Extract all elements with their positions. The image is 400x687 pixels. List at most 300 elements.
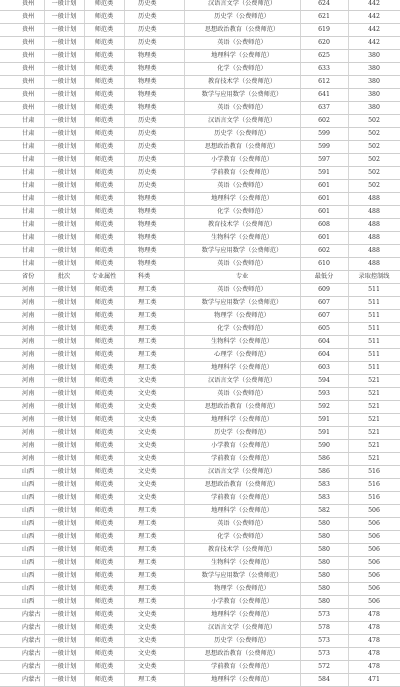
attribute-cell: 师范类 — [94, 0, 114, 7]
province-cell: 山西 — [22, 572, 35, 579]
major-cell: 地理科学（公费师范） — [211, 507, 273, 514]
batch-cell: 一般计划 — [51, 637, 77, 644]
attribute-cell: 师范类 — [94, 572, 114, 579]
attribute-cell: 师范类 — [94, 338, 114, 345]
min-score-cell: 619 — [318, 26, 330, 33]
province-cell: 山西 — [22, 546, 35, 553]
province-cell: 河南 — [22, 429, 35, 436]
province-cell: 河南 — [22, 403, 35, 410]
category-cell: 历史类 — [138, 39, 157, 46]
batch-cell: 一般计划 — [51, 572, 77, 579]
batch-cell: 一般计划 — [51, 221, 77, 228]
control-line-cell: 478 — [368, 611, 380, 618]
table-row — [0, 24, 400, 37]
major-cell: 思想政治教育（公费师范） — [204, 481, 280, 488]
min-score-cell: 578 — [318, 624, 330, 631]
min-score-cell: 573 — [318, 637, 330, 644]
attribute-cell: 师范类 — [94, 650, 114, 657]
control-line-cell: 502 — [368, 156, 380, 163]
table-row — [0, 232, 400, 245]
min-score-cell: 601 — [318, 182, 330, 189]
attribute-cell: 师范类 — [94, 663, 114, 670]
batch-cell: 一般计划 — [51, 351, 77, 358]
category-cell: 文史类 — [138, 468, 157, 475]
batch-cell: 一般计划 — [51, 520, 77, 527]
control-line-cell: 488 — [368, 208, 380, 215]
control-line-cell: 521 — [368, 377, 380, 384]
table-row — [0, 440, 400, 453]
attribute-cell: 师范类 — [94, 104, 114, 111]
batch-cell: 一般计划 — [51, 286, 77, 293]
control-line-cell: 511 — [368, 351, 380, 358]
province-cell: 甘肃 — [22, 260, 35, 267]
table-row — [0, 557, 400, 570]
province-cell: 河南 — [22, 312, 35, 319]
table-row — [0, 401, 400, 414]
batch-cell: 一般计划 — [51, 208, 77, 215]
attribute-cell: 师范类 — [94, 559, 114, 566]
table-row — [0, 544, 400, 557]
province-cell: 贵州 — [22, 52, 35, 59]
attribute-cell: 师范类 — [94, 598, 114, 605]
attribute-cell: 师范类 — [94, 637, 114, 644]
major-cell: 英语（公费师范） — [217, 260, 267, 267]
batch-cell: 一般计划 — [51, 468, 77, 475]
batch-cell: 一般计划 — [51, 650, 77, 657]
control-line-cell: 511 — [368, 338, 380, 345]
batch-cell: 一般计划 — [51, 481, 77, 488]
major-cell: 地理科学（公费师范） — [211, 676, 273, 683]
min-score-cell: 605 — [318, 325, 330, 332]
major-cell: 历史学（公费师范） — [214, 130, 270, 137]
major-cell: 物理学（公费师范） — [214, 312, 270, 319]
attribute-cell: 师范类 — [94, 39, 114, 46]
province-cell: 甘肃 — [22, 221, 35, 228]
table-row — [0, 349, 400, 362]
control-line-cell: 506 — [368, 546, 380, 553]
category-cell: 物理类 — [138, 247, 157, 254]
table-row — [0, 258, 400, 271]
min-score-cell: 592 — [318, 403, 330, 410]
province-cell: 贵州 — [22, 26, 35, 33]
batch-cell: 一般计划 — [51, 325, 77, 332]
table-row — [0, 284, 400, 297]
control-line-cell: 506 — [368, 507, 380, 514]
category-cell: 文史类 — [138, 494, 157, 501]
min-score-cell: 604 — [318, 351, 330, 358]
control-line-cell: 521 — [368, 455, 380, 462]
batch-cell: 一般计划 — [51, 494, 77, 501]
province-cell: 甘肃 — [22, 182, 35, 189]
min-score-cell: 599 — [318, 143, 330, 150]
province-cell: 贵州 — [22, 13, 35, 20]
control-line-cell: 380 — [368, 65, 380, 72]
control-line-cell: 488 — [368, 260, 380, 267]
attribute-cell: 师范类 — [94, 455, 114, 462]
major-cell: 化学（公费师范） — [217, 533, 267, 540]
table-row — [0, 63, 400, 76]
table-row — [0, 76, 400, 89]
attribute-cell: 师范类 — [94, 52, 114, 59]
min-score-cell: 580 — [318, 533, 330, 540]
control-line-cell: 442 — [368, 0, 380, 7]
category-cell: 历史类 — [138, 130, 157, 137]
min-score-cell: 624 — [318, 0, 330, 7]
province-cell: 甘肃 — [22, 208, 35, 215]
control-line-cell: 521 — [368, 390, 380, 397]
control-line-cell: 516 — [368, 494, 380, 501]
control-line-cell: 506 — [368, 585, 380, 592]
min-score-cell: 594 — [318, 377, 330, 384]
category-cell: 理工类 — [138, 585, 157, 592]
province-cell: 河南 — [22, 455, 35, 462]
attribute-cell: 师范类 — [94, 221, 114, 228]
attribute-cell: 师范类 — [94, 234, 114, 241]
control-line-cell: 521 — [368, 416, 380, 423]
table-row — [0, 505, 400, 518]
attribute-cell: 专业属性 — [91, 273, 117, 280]
control-line-cell: 488 — [368, 195, 380, 202]
table-row — [0, 102, 400, 115]
attribute-cell: 师范类 — [94, 78, 114, 85]
min-score-cell: 580 — [318, 559, 330, 566]
control-line-cell: 380 — [368, 52, 380, 59]
control-line-cell: 502 — [368, 117, 380, 124]
control-line-cell: 511 — [368, 299, 380, 306]
min-score-cell: 637 — [318, 104, 330, 111]
category-cell: 理工类 — [138, 520, 157, 527]
major-cell: 数学与应用数学（公费师范） — [201, 247, 283, 254]
category-cell: 文史类 — [138, 429, 157, 436]
province-cell: 山西 — [22, 481, 35, 488]
category-cell: 理工类 — [138, 546, 157, 553]
major-cell: 历史学（公费师范） — [214, 429, 270, 436]
province-cell: 甘肃 — [22, 195, 35, 202]
batch-cell: 一般计划 — [51, 429, 77, 436]
batch-cell: 一般计划 — [51, 598, 77, 605]
table-row — [0, 453, 400, 466]
batch-cell: 一般计划 — [51, 13, 77, 20]
batch-cell: 一般计划 — [51, 442, 77, 449]
table-row — [0, 219, 400, 232]
province-cell: 山西 — [22, 598, 35, 605]
control-line-cell: 442 — [368, 26, 380, 33]
category-cell: 历史类 — [138, 26, 157, 33]
min-score-cell: 573 — [318, 650, 330, 657]
batch-cell: 一般计划 — [51, 117, 77, 124]
table-row — [0, 310, 400, 323]
category-cell: 科类 — [138, 273, 151, 280]
control-line-cell: 478 — [368, 637, 380, 644]
table-row — [0, 297, 400, 310]
attribute-cell: 师范类 — [94, 442, 114, 449]
category-cell: 历史类 — [138, 0, 157, 7]
major-cell: 英语（公费师范） — [217, 104, 267, 111]
attribute-cell: 师范类 — [94, 416, 114, 423]
major-cell: 汉语言文学（公费师范） — [207, 117, 277, 124]
major-cell: 教育技术学（公费师范） — [207, 221, 277, 228]
min-score-cell: 591 — [318, 429, 330, 436]
control-line-cell: 442 — [368, 39, 380, 46]
major-cell: 英语（公费师范） — [217, 39, 267, 46]
province-cell: 甘肃 — [22, 169, 35, 176]
attribute-cell: 师范类 — [94, 390, 114, 397]
control-line-cell: 521 — [368, 429, 380, 436]
attribute-cell: 师范类 — [94, 481, 114, 488]
control-line-cell: 502 — [368, 143, 380, 150]
major-cell: 历史学（公费师范） — [214, 13, 270, 20]
province-cell: 河南 — [22, 286, 35, 293]
category-cell: 理工类 — [138, 533, 157, 540]
table-row — [0, 674, 400, 687]
batch-cell: 一般计划 — [51, 403, 77, 410]
table-row — [0, 362, 400, 375]
category-cell: 文史类 — [138, 442, 157, 449]
control-line-cell: 442 — [368, 13, 380, 20]
batch-cell: 一般计划 — [51, 312, 77, 319]
batch-cell: 一般计划 — [51, 260, 77, 267]
category-cell: 理工类 — [138, 325, 157, 332]
major-cell: 地理科学（公费师范） — [211, 416, 273, 423]
major-cell: 小学教育（公费师范） — [211, 442, 273, 449]
major-cell: 英语（公费师范） — [217, 286, 267, 293]
major-cell: 生物科学（公费师范） — [211, 234, 273, 241]
batch-cell: 一般计划 — [51, 390, 77, 397]
batch-cell: 一般计划 — [51, 611, 77, 618]
province-cell: 甘肃 — [22, 117, 35, 124]
batch-cell: 一般计划 — [51, 507, 77, 514]
min-score-cell: 608 — [318, 221, 330, 228]
category-cell: 物理类 — [138, 104, 157, 111]
province-cell: 贵州 — [22, 0, 35, 7]
control-line-cell: 506 — [368, 572, 380, 579]
control-line-cell: 471 — [368, 676, 380, 683]
attribute-cell: 师范类 — [94, 299, 114, 306]
min-score-cell: 603 — [318, 364, 330, 371]
major-cell: 汉语言文学（公费师范） — [207, 0, 277, 7]
batch-cell: 一般计划 — [51, 156, 77, 163]
province-cell: 贵州 — [22, 39, 35, 46]
control-line-cell: 502 — [368, 182, 380, 189]
province-cell: 河南 — [22, 416, 35, 423]
min-score-cell: 586 — [318, 455, 330, 462]
attribute-cell: 师范类 — [94, 468, 114, 475]
major-cell: 物理学（公费师范） — [214, 585, 270, 592]
province-cell: 河南 — [22, 351, 35, 358]
table-row — [0, 427, 400, 440]
major-cell: 汉语言文学（公费师范） — [207, 377, 277, 384]
control-line-cell: 516 — [368, 468, 380, 475]
table-row — [0, 635, 400, 648]
batch-cell: 一般计划 — [51, 91, 77, 98]
table-row — [0, 323, 400, 336]
category-cell: 理工类 — [138, 338, 157, 345]
table-header-row — [0, 271, 400, 284]
attribute-cell: 师范类 — [94, 156, 114, 163]
control-line-cell: 506 — [368, 520, 380, 527]
category-cell: 文史类 — [138, 416, 157, 423]
control-line-cell: 478 — [368, 663, 380, 670]
batch-cell: 一般计划 — [51, 247, 77, 254]
province-cell: 河南 — [22, 325, 35, 332]
min-score-cell: 583 — [318, 494, 330, 501]
min-score-cell: 最低分 — [314, 273, 334, 280]
attribute-cell: 师范类 — [94, 260, 114, 267]
table-row — [0, 492, 400, 505]
province-cell: 山西 — [22, 507, 35, 514]
min-score-cell: 641 — [318, 91, 330, 98]
min-score-cell: 590 — [318, 442, 330, 449]
attribute-cell: 师范类 — [94, 312, 114, 319]
min-score-cell: 580 — [318, 546, 330, 553]
province-cell: 内蒙古 — [22, 650, 41, 657]
table-row — [0, 128, 400, 141]
min-score-cell: 604 — [318, 338, 330, 345]
major-cell: 思想政治教育（公费师范） — [204, 26, 280, 33]
attribute-cell: 师范类 — [94, 169, 114, 176]
table-row — [0, 596, 400, 609]
major-cell: 英语（公费师范） — [217, 390, 267, 397]
attribute-cell: 师范类 — [94, 182, 114, 189]
batch-cell: 一般计划 — [51, 559, 77, 566]
province-cell: 内蒙古 — [22, 637, 41, 644]
batch-cell: 一般计划 — [51, 299, 77, 306]
min-score-cell: 607 — [318, 299, 330, 306]
min-score-cell: 621 — [318, 13, 330, 20]
province-cell: 内蒙古 — [22, 676, 41, 683]
category-cell: 物理类 — [138, 208, 157, 215]
province-cell: 内蒙古 — [22, 611, 41, 618]
major-cell: 化学（公费师范） — [217, 208, 267, 215]
batch-cell: 一般计划 — [51, 195, 77, 202]
min-score-cell: 609 — [318, 286, 330, 293]
batch-cell: 一般计划 — [51, 65, 77, 72]
batch-cell: 一般计划 — [51, 26, 77, 33]
min-score-cell: 580 — [318, 572, 330, 579]
min-score-cell: 572 — [318, 663, 330, 670]
category-cell: 物理类 — [138, 91, 157, 98]
control-line-cell: 488 — [368, 221, 380, 228]
category-cell: 历史类 — [138, 13, 157, 20]
category-cell: 文史类 — [138, 481, 157, 488]
control-line-cell: 478 — [368, 650, 380, 657]
category-cell: 物理类 — [138, 195, 157, 202]
major-cell: 英语（公费师范） — [217, 182, 267, 189]
attribute-cell: 师范类 — [94, 325, 114, 332]
province-cell: 山西 — [22, 585, 35, 592]
major-cell: 历史学（公费师范） — [214, 637, 270, 644]
table-row — [0, 206, 400, 219]
major-cell: 思想政治教育（公费师范） — [204, 403, 280, 410]
attribute-cell: 师范类 — [94, 494, 114, 501]
control-line-cell: 380 — [368, 104, 380, 111]
min-score-cell: 602 — [318, 247, 330, 254]
major-cell: 汉语言文学（公费师范） — [207, 624, 277, 631]
min-score-cell: 580 — [318, 520, 330, 527]
min-score-cell: 599 — [318, 130, 330, 137]
attribute-cell: 师范类 — [94, 624, 114, 631]
table-row — [0, 479, 400, 492]
attribute-cell: 师范类 — [94, 65, 114, 72]
province-cell: 山西 — [22, 468, 35, 475]
min-score-cell: 607 — [318, 312, 330, 319]
category-cell: 理工类 — [138, 559, 157, 566]
category-cell: 理工类 — [138, 676, 157, 683]
batch-cell: 一般计划 — [51, 585, 77, 592]
major-cell: 数学与应用数学（公费师范） — [201, 91, 283, 98]
table-row — [0, 609, 400, 622]
batch-cell: 一般计划 — [51, 338, 77, 345]
category-cell: 历史类 — [138, 182, 157, 189]
table-row — [0, 0, 400, 11]
category-cell: 历史类 — [138, 143, 157, 150]
category-cell: 文史类 — [138, 637, 157, 644]
major-cell: 专业 — [235, 273, 249, 280]
major-cell: 学前教育（公费师范） — [211, 455, 273, 462]
batch-cell: 一般计划 — [51, 52, 77, 59]
category-cell: 物理类 — [138, 52, 157, 59]
category-cell: 历史类 — [138, 169, 157, 176]
major-cell: 汉语言文学（公费师范） — [207, 468, 277, 475]
major-cell: 教育技术学（公费师范） — [207, 546, 277, 553]
min-score-cell: 597 — [318, 156, 330, 163]
attribute-cell: 师范类 — [94, 377, 114, 384]
category-cell: 历史类 — [138, 117, 157, 124]
attribute-cell: 师范类 — [94, 546, 114, 553]
province-cell: 河南 — [22, 442, 35, 449]
province-cell: 甘肃 — [22, 156, 35, 163]
batch-cell: 一般计划 — [51, 234, 77, 241]
attribute-cell: 师范类 — [94, 533, 114, 540]
table-row — [0, 414, 400, 427]
attribute-cell: 师范类 — [94, 351, 114, 358]
table-row — [0, 245, 400, 258]
min-score-cell: 580 — [318, 585, 330, 592]
table-row — [0, 115, 400, 128]
table-row — [0, 167, 400, 180]
province-cell: 内蒙古 — [22, 663, 41, 670]
min-score-cell: 593 — [318, 390, 330, 397]
category-cell: 文史类 — [138, 624, 157, 631]
min-score-cell: 583 — [318, 481, 330, 488]
table-row — [0, 531, 400, 544]
table-row — [0, 11, 400, 24]
table-row — [0, 648, 400, 661]
category-cell: 文史类 — [138, 455, 157, 462]
category-cell: 物理类 — [138, 260, 157, 267]
category-cell: 文史类 — [138, 403, 157, 410]
province-cell: 山西 — [22, 559, 35, 566]
batch-cell: 一般计划 — [51, 663, 77, 670]
attribute-cell: 师范类 — [94, 130, 114, 137]
batch-cell: 一般计划 — [51, 546, 77, 553]
min-score-cell: 620 — [318, 39, 330, 46]
category-cell: 理工类 — [138, 572, 157, 579]
table-row — [0, 180, 400, 193]
min-score-cell: 625 — [318, 52, 330, 59]
category-cell: 文史类 — [138, 611, 157, 618]
province-cell: 贵州 — [22, 91, 35, 98]
min-score-cell: 612 — [318, 78, 330, 85]
min-score-cell: 602 — [318, 117, 330, 124]
control-line-cell: 521 — [368, 442, 380, 449]
control-line-cell: 488 — [368, 234, 380, 241]
category-cell: 理工类 — [138, 364, 157, 371]
table-row — [0, 570, 400, 583]
batch-cell: 一般计划 — [51, 169, 77, 176]
control-line-cell: 506 — [368, 533, 380, 540]
category-cell: 理工类 — [138, 351, 157, 358]
